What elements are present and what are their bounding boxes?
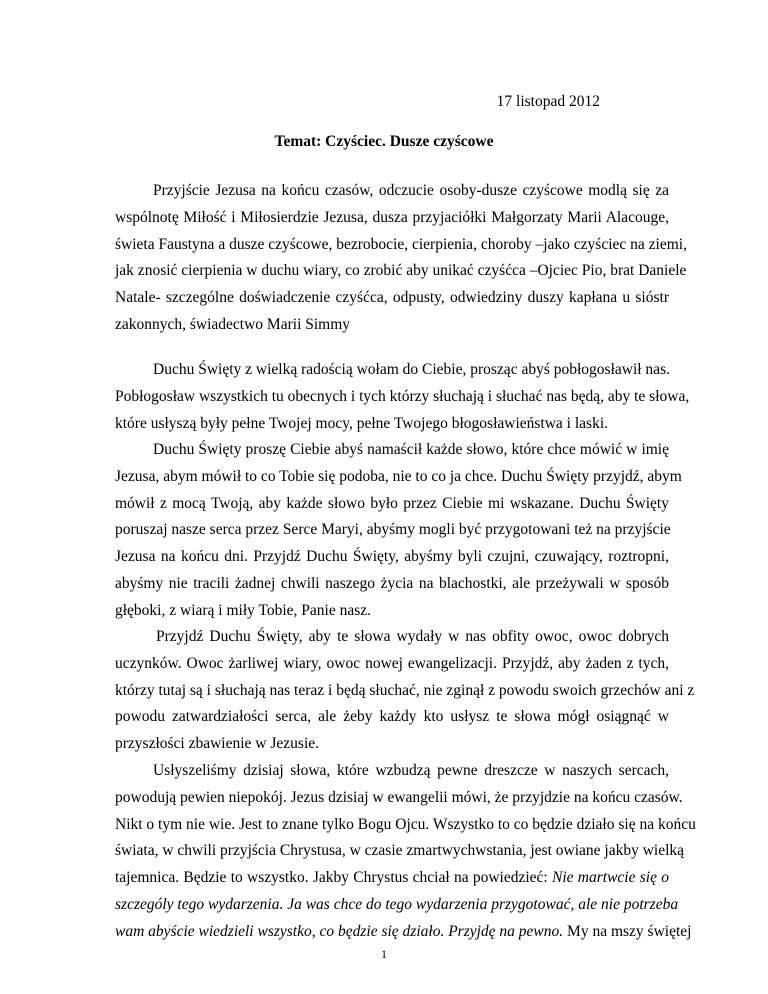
text-line: które usłyszą były pełne Twojej mocy, pełne Twojego błogosławieństwa i laski.	[115, 414, 609, 432]
text-line: powodują pewien niepokój. Jezus dzisiaj w ewangelii mówi, że przyjdzie na końcu czasów.	[115, 788, 683, 806]
text-line	[115, 892, 679, 919]
text-line: wspólnotę Miłość i Miłosierdzie Jezusa, dusza przyjaciółki Małgorzaty Marii Alacouge,	[115, 208, 669, 226]
text-line: Jezusa, abym mówił to co Tobie się podoba, nie to co ja chce. Duchu Święty przyjdź, abym	[115, 467, 682, 485]
text-line: Natale- szczególne doświadczenie czyśćca, odpusty, odwiedziny duszy kapłana u sióstr	[115, 289, 669, 307]
text-line: Duchu Święty z wielką radością wołam do Ciebie, prosząc abyś pobłogosławił nas.	[153, 361, 670, 378]
text-line	[115, 865, 669, 892]
paragraph-prayer-1	[115, 357, 690, 437]
text-line: przyszłości zbawienie w Jezusie.	[115, 735, 320, 753]
text-line: powodu zatwardziałości serca, ale żeby każdy kto usłysz te słowa mógł osiągnąć w	[115, 708, 669, 726]
page-number: 1	[381, 947, 387, 961]
text-line: głęboki, z wiarą i miły Tobie, Panie nasz.	[115, 601, 372, 619]
text-line: Przyjście Jezusa na końcu czasów, odczucie osoby-dusze czyścowe modlą się za	[153, 182, 669, 199]
text-line: którzy tutaj są i słuchają nas teraz i będą słuchać, nie zginął z powodu swoich grzechów ani z	[115, 681, 695, 699]
text-line	[115, 919, 692, 946]
text-line: mówił z mocą Twoją, aby każde słowo było przez Ciebie mi wskazane. Duchu Święty	[115, 494, 669, 512]
text-line: abyśmy nie tracili żadnej chwili naszego życia na blachostki, ale przeżywali w sposób	[115, 574, 669, 592]
text-line: Jezusa na końcu dni. Przyjdź Duchu Święty, abyśmy byli czujni, czuwający, roztropni,	[115, 548, 669, 566]
text-line: Nikt o tym nie wie. Jest to znane tylko Bogu Ojcu. Wszystko to co będzie działo się na końcu	[115, 815, 696, 833]
text-run: My na mszy świętej	[563, 922, 692, 940]
paragraph-prayer-2	[115, 437, 682, 625]
text-line: Przyjdź Duchu Święty, aby te słowa wydały w nas obfity owoc, owoc dobrych	[156, 628, 669, 645]
document-date: 17 listopad 2012	[496, 93, 600, 110]
text-line: świata, w chwili przyjścia Chrystusa, w czasie zmartwychwstania, jest owiane jakby wielką	[115, 842, 685, 860]
paragraph-gospel	[115, 758, 696, 946]
text-line: poruszaj nasze serca przez Serce Maryi, abyśmy mogli być przygotowani też na przyjście	[115, 521, 671, 539]
text-line: uczynków. Owoc żarliwej wiary, owoc nowej ewangelizacji. Przyjdź, aby żaden z tych,	[115, 654, 669, 672]
paragraph-topics	[115, 178, 687, 339]
italic-quote: szczególy tego wydarzenia. Ja was chce do tego wydarzenia przygotować, ale nie potrzeba	[115, 895, 679, 913]
text-line: Duchu Święty proszę Ciebie abyś namaścił każde słowo, które chce mówić w imię	[153, 441, 669, 458]
italic-quote: wam abyście wiedzieli wszystko, co będzie się działo. Przyjdę na pewno.	[115, 922, 564, 940]
text-run: tajemnica. Będzie to wszystko. Jakby Chrystus chciał na powiedzieć:	[115, 869, 552, 887]
text-line: Usłyszeliśmy dzisiaj słowa, które wzbudzą pewne dreszcze w naszych sercach,	[153, 762, 669, 779]
text-line: zakonnych, świadectwo Marii Simmy	[115, 315, 351, 333]
text-line: Pobłogosław wszystkich tu obecnych i tych którzy słuchają i słuchać nas będą, aby te słowa,	[115, 387, 690, 405]
document-title: Temat: Czyściec. Dusze czyścowe	[274, 133, 494, 150]
text-line: jak znosić cierpienia w duchu wiary, co zrobić aby unikać czyśćca –Ojciec Pio, brat Daniele	[115, 262, 687, 280]
italic-quote: Nie martwcie się o	[552, 869, 669, 887]
text-line: świeta Faustyna a dusze czyścowe, bezrobocie, cierpienia, choroby –jako czyściec na ziemi,	[115, 235, 687, 253]
paragraph-prayer-3	[115, 624, 695, 758]
